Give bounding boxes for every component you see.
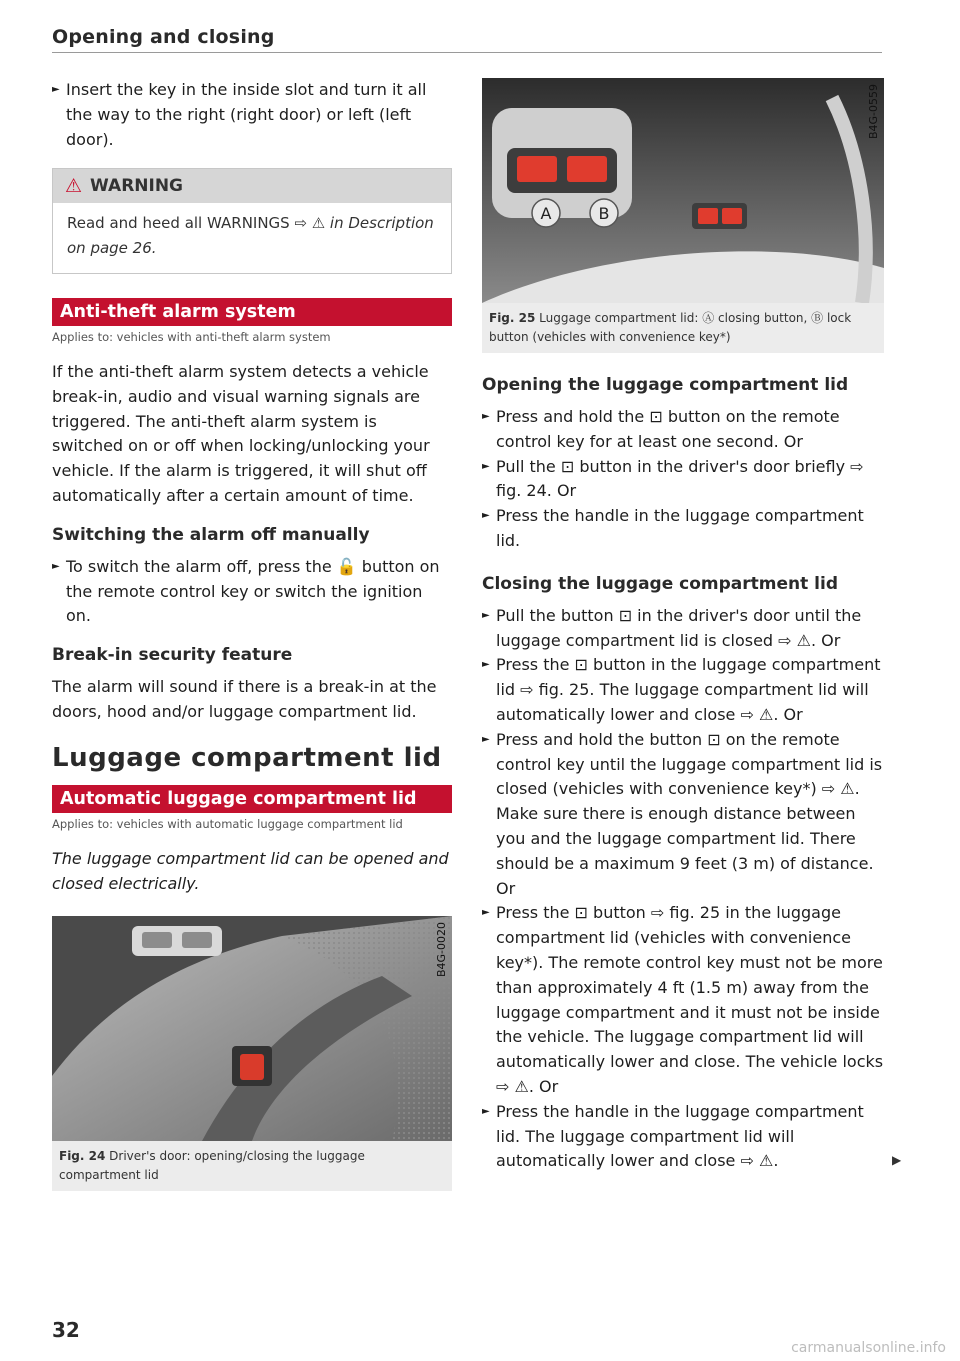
marker-a: A (540, 204, 552, 223)
figure-25-caption (482, 303, 884, 349)
auto-section-title: Automatic luggage compartment lid (52, 785, 452, 813)
trunk-lid-illustration (482, 78, 884, 303)
opening-bullet-1: ► Press and hold the ⊡ button on the remote control key for at least one second. Or (482, 405, 884, 455)
continue-arrow-icon: ▶ (892, 1153, 902, 1167)
figure-24-code: B4G-0020 (435, 922, 448, 978)
figure-25-caption-text: Luggage compartment lid: Ⓐ closing button, Ⓑ lock button (vehicles with convenience key*) (489, 311, 852, 344)
warning-header (53, 169, 451, 203)
figure-25-label: Fig. 25 (489, 311, 536, 325)
switch-off-heading: Switching the alarm off manually (52, 524, 370, 545)
warning-label: WARNING (90, 176, 184, 197)
warning-triangle-icon: ⚠ (65, 174, 83, 197)
breakin-body: The alarm will sound if there is a break-in at the doors, hood and/or luggage compartment lid. (52, 677, 437, 721)
opening-bullet-3: ► Press the handle in the luggage compartment lid. (482, 504, 884, 554)
figure-24-label: Fig. 24 (59, 1149, 106, 1164)
closing-heading: Closing the luggage compartment lid (482, 573, 838, 594)
header-divider (52, 52, 882, 53)
figure-25-code: B4G-0559 (867, 84, 880, 140)
closing-bullet-1: ► Pull the button ⊡ in the driver's door until the luggage compartment lid is closed ⇨ ⚠. Or (482, 604, 884, 654)
alarm-applies-to: Applies to: vehicles with anti-theft alarm system (52, 329, 331, 344)
figure-25-image (482, 78, 884, 303)
opening-bullet-2: ► Pull the ⊡ button in the driver's door briefly ⇨ fig. 24. Or (482, 455, 884, 505)
closing-bullet-2: ► Press the ⊡ button in the luggage compartment lid ⇨ fig. 25. The luggage compartment lid will automatically lower and close ⇨ ⚠. Or (482, 653, 884, 727)
closing-bullet-5: ► Press the handle in the luggage compartment lid. The luggage compartment lid will automatically lower and close ⇨ ⚠. (482, 1100, 884, 1174)
warning-reference-link[interactable]: ⇨ ⚠ in Description on page 26. (67, 214, 434, 258)
left-column (52, 78, 452, 1191)
figure-24-caption-text: Driver's door: opening/closing the luggage compartment lid (59, 1149, 365, 1183)
closing-bullet-3: ► Press and hold the button ⊡ on the remote control key until the luggage compartment lid is closed (vehicles with convenience key*) ⇨ ⚠. Make sure there is enough distance between you and the luggage compartment lid. There should be a maximum 9 feet (3 m) of distance. Or (482, 728, 884, 902)
watermark-text: carmanualsonline.info (791, 1340, 946, 1356)
page-header-title: Opening and closing (52, 26, 275, 48)
figure-24 (52, 916, 452, 1191)
switch-off-bullet: ► To switch the alarm off, press the 🔓 button on the remote control key or switch the ignition on. (52, 555, 452, 629)
luggage-chapter-title: Luggage compartment lid (52, 742, 442, 773)
door-panel-illustration (52, 916, 452, 1141)
alarm-section-title: Anti-theft alarm system (52, 298, 452, 326)
figure-25 (482, 78, 884, 353)
right-column (482, 78, 884, 1174)
closing-bullet-4: ► Press the ⊡ button ⇨ fig. 25 in the luggage compartment lid (vehicles with convenience key*). The remote control key must not be more than approximately 4 ft (1.5 m) away from the luggage compartment and it must not be inside the vehicle. The luggage compartment lid will automatically lower and close. The vehicle locks ⇨ ⚠. Or (482, 901, 884, 1099)
auto-applies-to: Applies to: vehicles with automatic luggage compartment lid (52, 816, 403, 831)
warning-body (53, 203, 451, 273)
auto-intro: The luggage compartment lid can be opened and closed electrically. (52, 848, 449, 893)
page-number: 32 (52, 1318, 80, 1342)
intro-bullet: ► Insert the key in the inside slot and turn it all the way to the right (right door) or left (left door). (52, 78, 452, 152)
opening-heading: Opening the luggage compartment lid (482, 375, 849, 395)
alarm-body: If the anti-theft alarm system detects a vehicle break-in, audio and visual warning signals are triggered. The anti-theft alarm system is switched on or off when locking/unlocking your vehicle. If the alarm is triggered, it will shut off automatically after a certain amount of time. (52, 361, 430, 505)
marker-b: B (598, 204, 610, 223)
figure-24-caption (52, 1141, 452, 1187)
warning-text: Read and heed all WARNINGS (67, 214, 290, 233)
figure-24-image (52, 916, 452, 1141)
warning-box (52, 168, 452, 274)
breakin-heading: Break-in security feature (52, 645, 293, 666)
